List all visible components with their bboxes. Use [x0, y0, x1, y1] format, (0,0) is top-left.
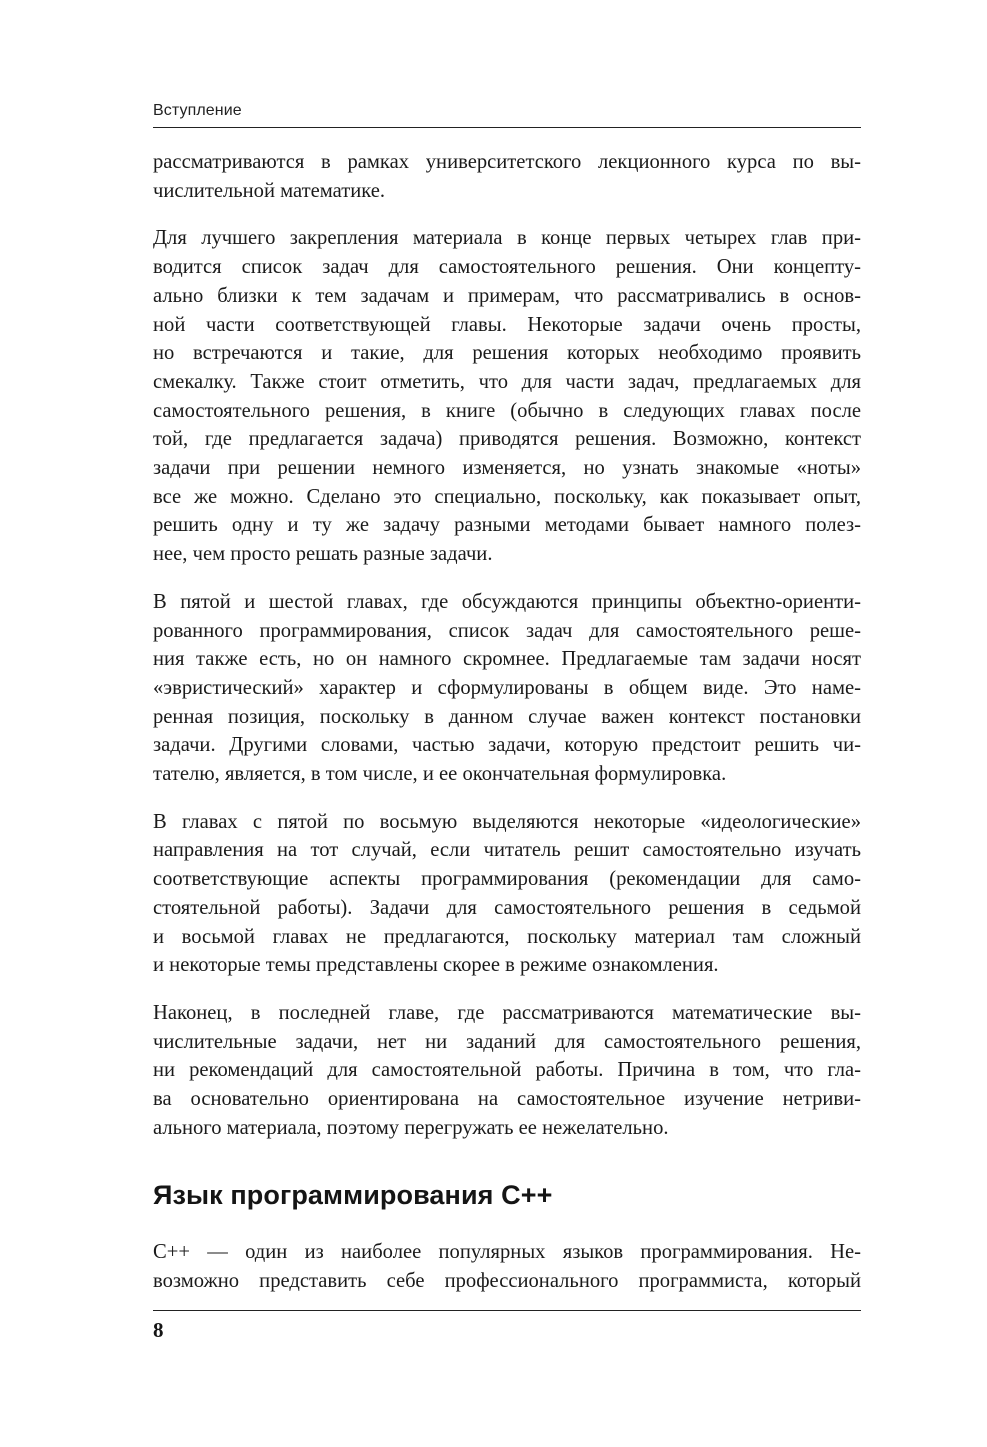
text-line: водится список задач для самостоятельного решения. Они концепту-: [153, 256, 861, 279]
text-line: возможно представить себе профессионального программиста, который: [153, 1269, 861, 1292]
text-line: Для лучшего закрепления материала в конце первых четырех глав при-: [153, 227, 861, 250]
text-line: задачи при решении немного изменяется, но узнать знакомые «ноты»: [153, 457, 861, 480]
text-line: и некоторые темы представлены скорее в режиме ознакомления.: [153, 954, 719, 977]
text-line: ренная позиция, поскольку в данном случае важен контекст постановки: [153, 705, 861, 728]
text-line: рованного программирования, список задач для самостоятельного реше-: [153, 619, 861, 642]
text-line: решить одну и ту же задачу разными методами бывает намного полез-: [153, 514, 861, 537]
text-line: ального материала, поэтому перегружать ее нежелательно.: [153, 1116, 669, 1139]
text-line: «эвристический» характер и сформулированы в общем виде. Это наме-: [153, 676, 861, 699]
paragraph: [153, 1238, 861, 1295]
text-line: но встречаются и такие, для решения которых необходимо проявить: [153, 342, 861, 365]
paragraph: [153, 588, 861, 789]
text-line: стоятельной работы). Задачи для самостоятельного решения в седьмой: [153, 896, 861, 919]
text-line: ния также есть, но он намного скромнее. Предлагаемые там задачи носят: [153, 648, 861, 671]
text-line: ально близки к тем задачам и примерам, что рассматривались в основ-: [153, 284, 861, 307]
text-line: Наконец, в последней главе, где рассматриваются математические вы-: [153, 1001, 861, 1024]
text-line: ва основательно ориентирована на самостоятельное изучение нетриви-: [153, 1088, 861, 1111]
paragraph: [153, 224, 861, 568]
section-text: [153, 1238, 861, 1295]
paragraph: [153, 999, 861, 1143]
text-line: рассматриваются в рамках университетского лекционного курса по вы-: [153, 151, 861, 173]
text-line: направления на тот случай, если читатель решит самостоятельно изучать: [153, 839, 861, 862]
running-head: Вступление: [153, 102, 242, 119]
text-line: той, где предлагается задача) приводятся решения. Возможно, контекст: [153, 428, 861, 451]
text-line: нее, чем просто решать разные задачи.: [153, 543, 493, 566]
text-line: смекалку. Также стоит отметить, что для части задач, предлагаемых для: [153, 370, 861, 393]
text-line: и восьмой главах не предлагаются, поскольку материал там сложный: [153, 925, 861, 948]
text-line: задачи. Другими словами, частью задачи, которую предстоит решить чи-: [153, 734, 861, 757]
text-line: тателю, является, в том числе, и ее окончательная формулировка.: [153, 763, 727, 786]
text-line: числительной математике.: [153, 179, 386, 202]
text-line: числительные задачи, нет ни заданий для самостоятельного решения,: [153, 1030, 861, 1053]
paragraph: [153, 148, 861, 205]
text-line: все же можно. Сделано это специально, поскольку, как показывает опыт,: [153, 485, 861, 508]
text-line: В главах с пятой по восьмую выделяются некоторые «идеологические»: [153, 810, 861, 833]
body-text: [153, 148, 861, 1162]
text-line: соответствующие аспекты программирования (рекомендации для само-: [153, 868, 861, 891]
text-line: ной части соответствующей главы. Некоторые задачи очень просты,: [153, 313, 861, 336]
text-line: C++ — один из наиболее популярных языков программирования. Не-: [153, 1241, 861, 1263]
paragraph: [153, 808, 861, 980]
header-rule: [153, 127, 861, 128]
page-number: 8: [153, 1318, 164, 1342]
section-heading: Язык программирования C++: [153, 1180, 553, 1210]
text-line: ни рекомендаций для самостоятельной работы. Причина в том, что гла-: [153, 1059, 861, 1082]
footer-rule: [153, 1310, 861, 1311]
text-line: самостоятельного решения, в книге (обычно в следующих главах после: [153, 399, 861, 422]
text-line: В пятой и шестой главах, где обсуждаются принципы объектно-ориенти-: [153, 590, 861, 613]
